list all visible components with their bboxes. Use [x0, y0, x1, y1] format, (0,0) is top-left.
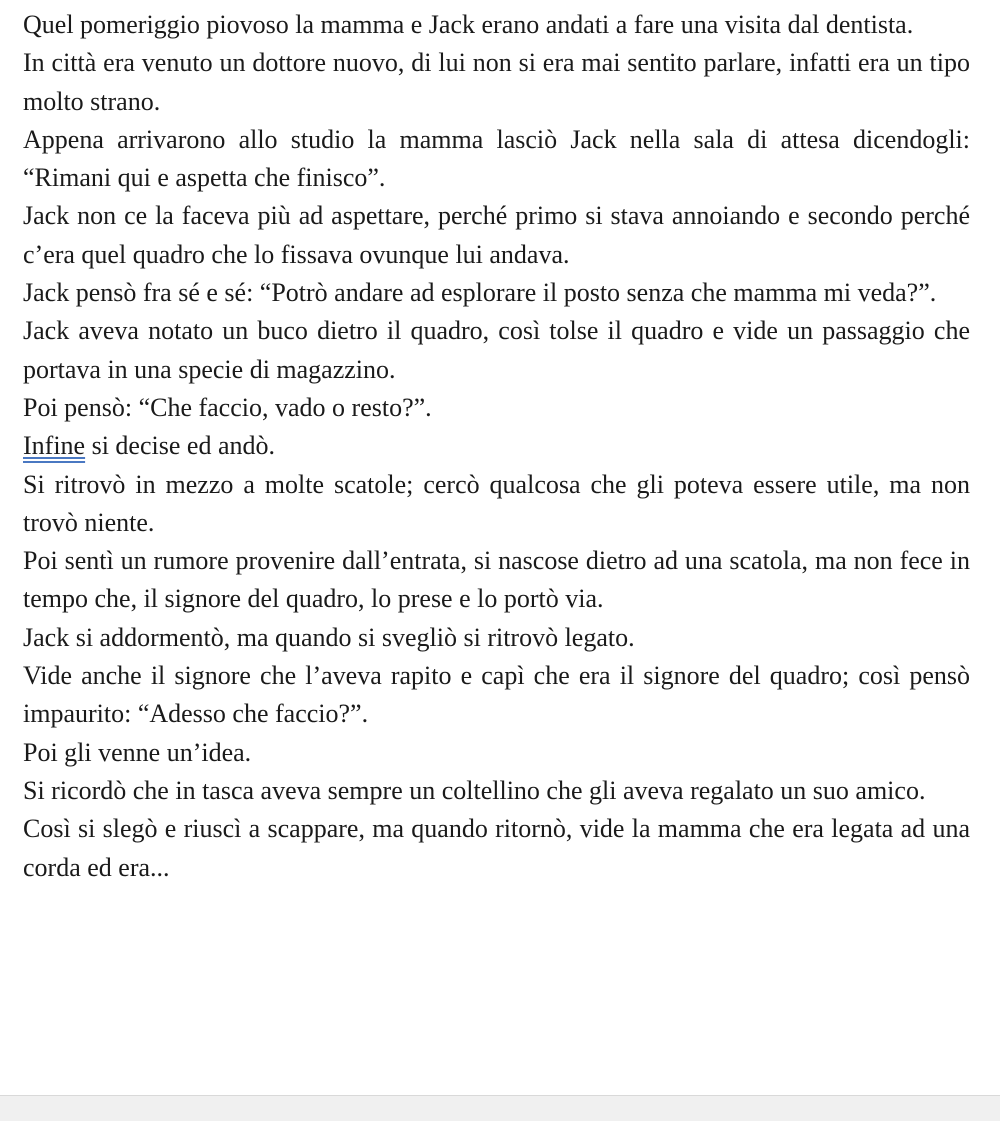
paragraph-6: Jack aveva notato un buco dietro il quadro, così tolse il quadro e vide un passaggio che portava in una specie di magazzino.	[23, 316, 970, 384]
paragraph-3: Appena arrivarono allo studio la mamma lasciò Jack nella sala di attesa dicendogli: “Rimani qui e aspetta che finisco”.	[23, 124, 970, 193]
paragraph-4: Jack non ce la faceva più ad aspettare, perché primo si stava annoiando e secondo perché c’era quel quadro che lo fissava ovunque lui andava.	[23, 201, 970, 269]
paragraph-1: Quel pomeriggio piovoso la mamma e Jack erano andati a fare una visita dal dentista.	[23, 10, 914, 39]
paragraph-2: In città era venuto un dottore nuovo, di lui non si era mai sentito parlare, infatti era un tipo molto strano.	[23, 48, 970, 116]
paragraph-15: Così si slegò e riuscì a scappare, ma quando ritornò, vide la mamma che era legata ad una corda ed era...	[23, 814, 970, 882]
document-body	[23, 6, 970, 887]
paragraph-5: Jack pensò fra sé e sé: “Potrò andare ad esplorare il posto senza che mamma mi veda?”.	[23, 278, 937, 308]
paragraph-13: Poi gli venne un’idea.	[23, 737, 252, 767]
paragraph-9: Si ritrovò in mezzo a molte scatole; cercò qualcosa che gli poteva essere utile, ma non trovò niente.	[23, 469, 970, 537]
window-bottom-bar	[0, 1095, 1000, 1121]
paragraph-8-rest: si decise ed andò.	[85, 431, 275, 461]
paragraph-8	[23, 427, 970, 465]
paragraph-11: Jack si addormentò, ma quando si svegliò si ritrovò legato.	[23, 622, 635, 652]
paragraph-7: Poi pensò: “Che faccio, vado o resto?”.	[23, 392, 432, 422]
paragraph-10: Poi sentì un rumore provenire dall’entrata, si nascose dietro ad una scatola, ma non fece in tempo che, il signore del quadro, lo prese e lo portò via.	[23, 546, 970, 614]
spellcheck-flagged-word[interactable]: Infine	[23, 431, 86, 461]
paragraph-14: Si ricordò che in tasca aveva sempre un coltellino che gli aveva regalato un suo amico.	[23, 775, 926, 805]
paragraph-12: Vide anche il signore che l’aveva rapito e capì che era il signore del quadro; così pensò impaurito: “Adesso che faccio?”.	[23, 661, 970, 729]
